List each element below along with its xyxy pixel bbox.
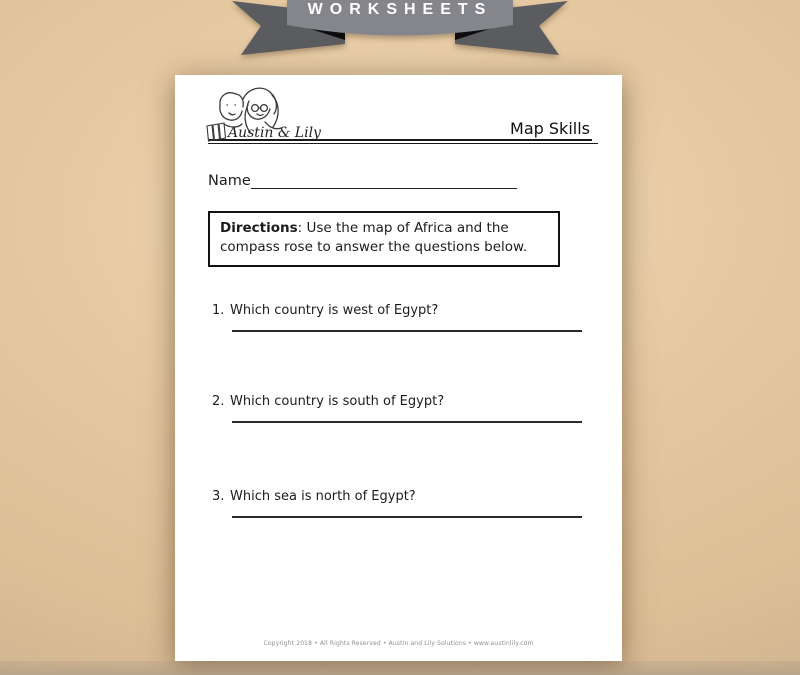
page-title: Map Skills	[510, 119, 590, 138]
worksheet-page	[175, 75, 622, 661]
question-text: Which country is south of Egypt?	[230, 394, 445, 410]
directions-text: : Use the map of Africa and the compass rose to answer the questions below.	[220, 220, 528, 256]
name-blank-line	[251, 171, 517, 189]
name-label: Name	[208, 173, 251, 189]
bottom-shadow-strip	[0, 661, 800, 675]
copyright-footer: Copyright 2018 • All Rights Reserved • Austin and Lily Solutions • www.austinlily.com	[263, 640, 534, 647]
austin-lily-faces-icon	[202, 83, 342, 143]
directions-box	[208, 211, 560, 267]
worksheets-banner	[225, 0, 575, 58]
books-icon	[207, 123, 226, 141]
question-number: 1.	[212, 303, 225, 319]
question-text: Which country is west of Egypt?	[230, 303, 439, 319]
question-1	[212, 303, 592, 318]
name-row	[208, 171, 592, 189]
logo-brand-text: Austin & Lily	[228, 125, 321, 141]
question-3	[212, 489, 592, 504]
question-text: Which sea is north of Egypt?	[230, 489, 416, 505]
answer-line-3	[232, 516, 582, 518]
question-number: 3.	[212, 489, 225, 505]
question-number: 2.	[212, 394, 225, 410]
page-header	[208, 85, 592, 141]
banner-title: WORKSHEETS	[307, 1, 493, 18]
ribbon-banner-graphic	[225, 0, 575, 58]
answer-line-2	[232, 421, 582, 423]
directions-label: Directions	[220, 220, 298, 236]
answer-line-1	[232, 330, 582, 332]
austin-lily-logo	[202, 83, 342, 143]
question-2	[212, 394, 592, 409]
